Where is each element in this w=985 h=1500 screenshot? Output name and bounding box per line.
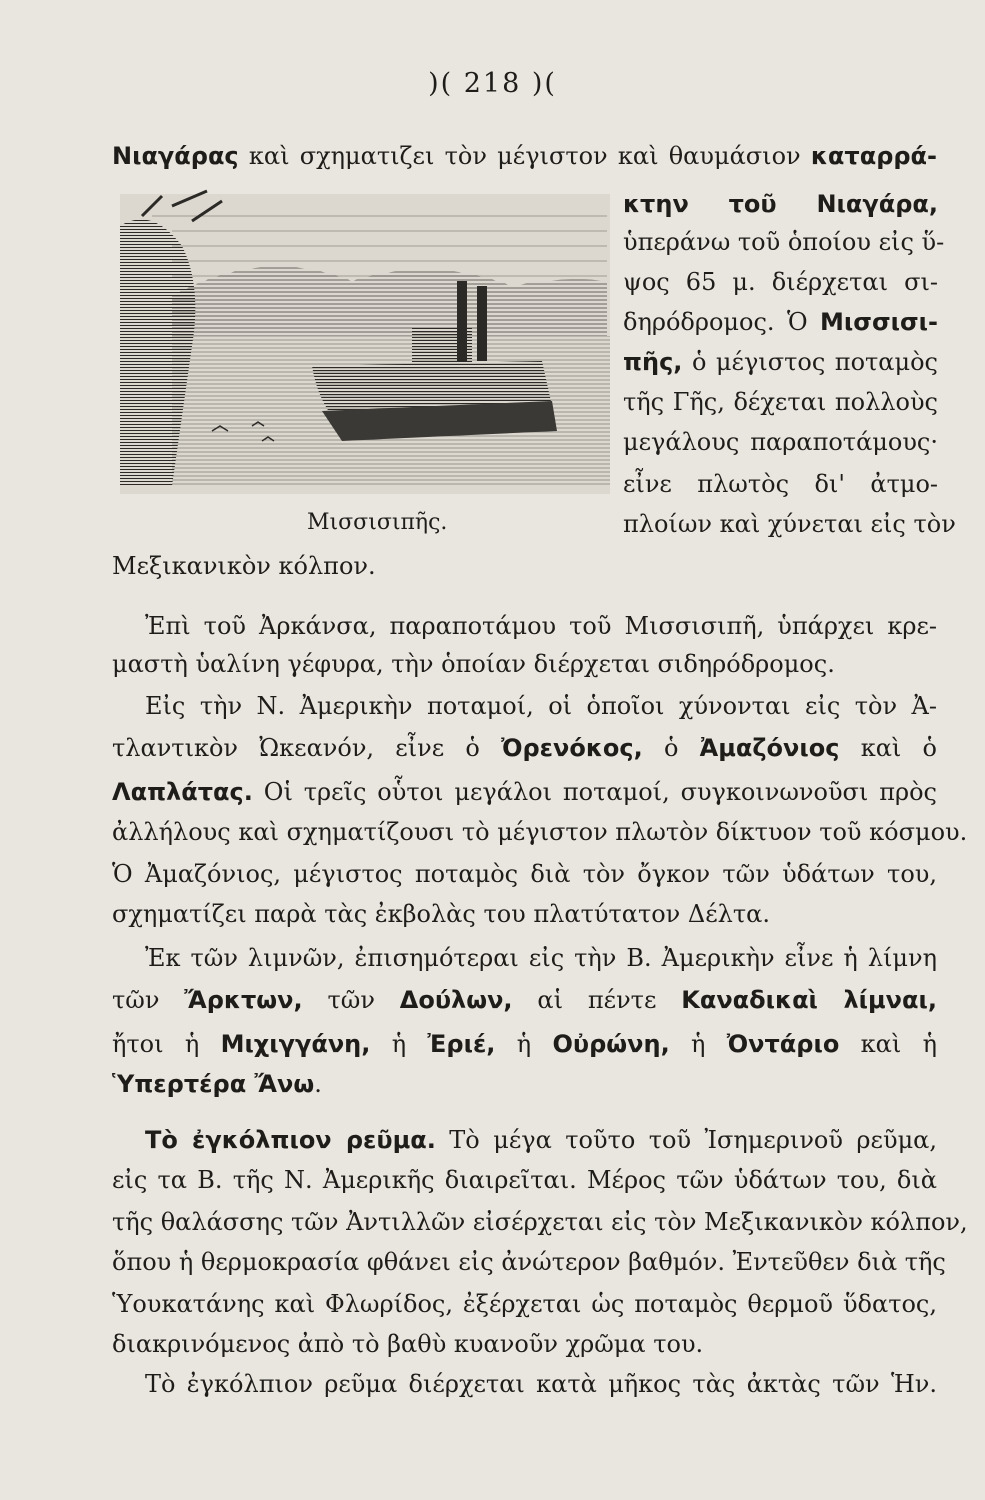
text-line: ὑπεράνω τοῦ ὁποίου εἰς ὕ- — [623, 228, 945, 256]
text-line: μεγάλους παραποτάμους· — [623, 428, 938, 456]
text-line: πλοίων καὶ χύνεται εἰς τὸν — [623, 510, 956, 538]
text-line: τῆς Γῆς, δέχεται πολλοὺς — [623, 388, 938, 416]
text-line: ὅπου ἡ θερμοκρασία φθάνει εἰς ἀνώτερον βαθμόν. Ἐντεῦθεν διὰ τῆς — [112, 1248, 946, 1276]
text-line: Εἰς τὴν Ν. Ἀμερικὴν ποταμοί, οἱ ὁποῖοι χύνονται εἰς τὸν Ἀ- — [145, 692, 937, 720]
text-line: διακρινόμενος ἀπὸ τὸ βαθὺ κυανοῦν χρῶμα του. — [112, 1330, 704, 1358]
figure-caption: Μισσισιπῆς. — [307, 510, 448, 535]
text-line: δηρόδρομος. Ὁ Μισσισι- — [623, 308, 938, 336]
text-line: Νιαγάρας καὶ σχηματιζει τὸν μέγιστον καὶ θαυμάσιον καταρρά- — [112, 142, 937, 170]
bold-term: Νιαγάρας — [112, 142, 239, 170]
text-line: Ὑουκατάνης καὶ Φλωρίδος, ἐξέρχεται ὡς ποταμὸς θερμοῦ ὕδατος, — [112, 1290, 937, 1318]
text-line: τῶν Ἄρκτων, τῶν Δούλων, αἱ πέντε Καναδικαὶ λίμναι, — [112, 986, 937, 1014]
text-line: εἰς τα Β. τῆς Ν. Ἀμερικῆς διαιρεῖται. Μέρος τῶν ὑδάτων του, διὰ — [112, 1166, 937, 1194]
text-line: Ὁ Ἀμαζόνιος, μέγιστος ποταμὸς διὰ τὸν ὄγκον τῶν ὑδάτων του, — [112, 860, 937, 888]
text-line: Ἐκ τῶν λιμνῶν, ἐπισημότεραι εἰς τὴν Β. Ἀμερικὴν εἶνε ἡ λίμνη — [145, 944, 937, 972]
text-line: ψος 65 μ. διέρχεται σι- — [623, 268, 938, 296]
text-line: τλαντικὸν Ὠκεανόν, εἶνε ὁ Ὀρενόκος, ὁ Ἀμαζόνιος καὶ ὁ — [112, 734, 937, 762]
text-line: Ἐπὶ τοῦ Ἀρκάνσα, παραποτάμου τοῦ Μισσισιπῆ, ὑπάρχει κρε- — [145, 612, 937, 640]
text-line: Μεξικανικὸν κόλπον. — [112, 552, 376, 580]
text-line: ἤτοι ἡ Μιχιγγάνη, ἡ Ἐριέ, ἡ Οὐρώνη, ἡ Ὀντάριο καὶ ἡ — [112, 1030, 937, 1058]
text-line: πῆς, ὁ μέγιστος ποταμὸς — [623, 348, 938, 376]
steamboat-engraving — [112, 186, 612, 496]
text-line: κτην τοῦ Νιαγάρα, — [623, 190, 938, 218]
text-line: τῆς θαλάσσης τῶν Ἀντιλλῶν εἰσέρχεται εἰς τὸν Μεξικανικὸν κόλπον, — [112, 1208, 968, 1236]
text-line: Λαπλάτας. Οἱ τρεῖς οὗτοι μεγάλοι ποταμοί, συγκοινωνοῦσι πρὸς — [112, 778, 937, 806]
text-line: Τὸ ἐγκόλπιον ρεῦμα. Τὸ μέγα τοῦτο τοῦ Ἰσημερινοῦ ρεῦμα, — [145, 1126, 937, 1154]
text-line: Τὸ ἐγκόλπιον ρεῦμα διέρχεται κατὰ μῆκος τὰς ἀκτὰς τῶν Ἡν. — [145, 1370, 937, 1398]
text-line: Ὑπερτέρα Ἄνω. — [112, 1070, 322, 1098]
text-line: εἶνε πλωτὸς δι' ἀτμο- — [623, 470, 938, 498]
section-heading: Τὸ ἐγκόλπιον ρεῦμα. — [145, 1126, 436, 1154]
text-line: μαστὴ ὑαλίνη γέφυρα, τὴν ὁποίαν διέρχεται σιδηρόδρομος. — [112, 650, 835, 678]
text-line: σχηματίζει παρὰ τὰς ἐκβολὰς του πλατύτατον Δέλτα. — [112, 900, 770, 928]
page-number-header: )( 218 )( — [428, 68, 557, 99]
text-line: ἀλλήλους καὶ σχηματίζουσι τὸ μέγιστον πλωτὸν δίκτυον τοῦ κόσμου. — [112, 818, 968, 846]
